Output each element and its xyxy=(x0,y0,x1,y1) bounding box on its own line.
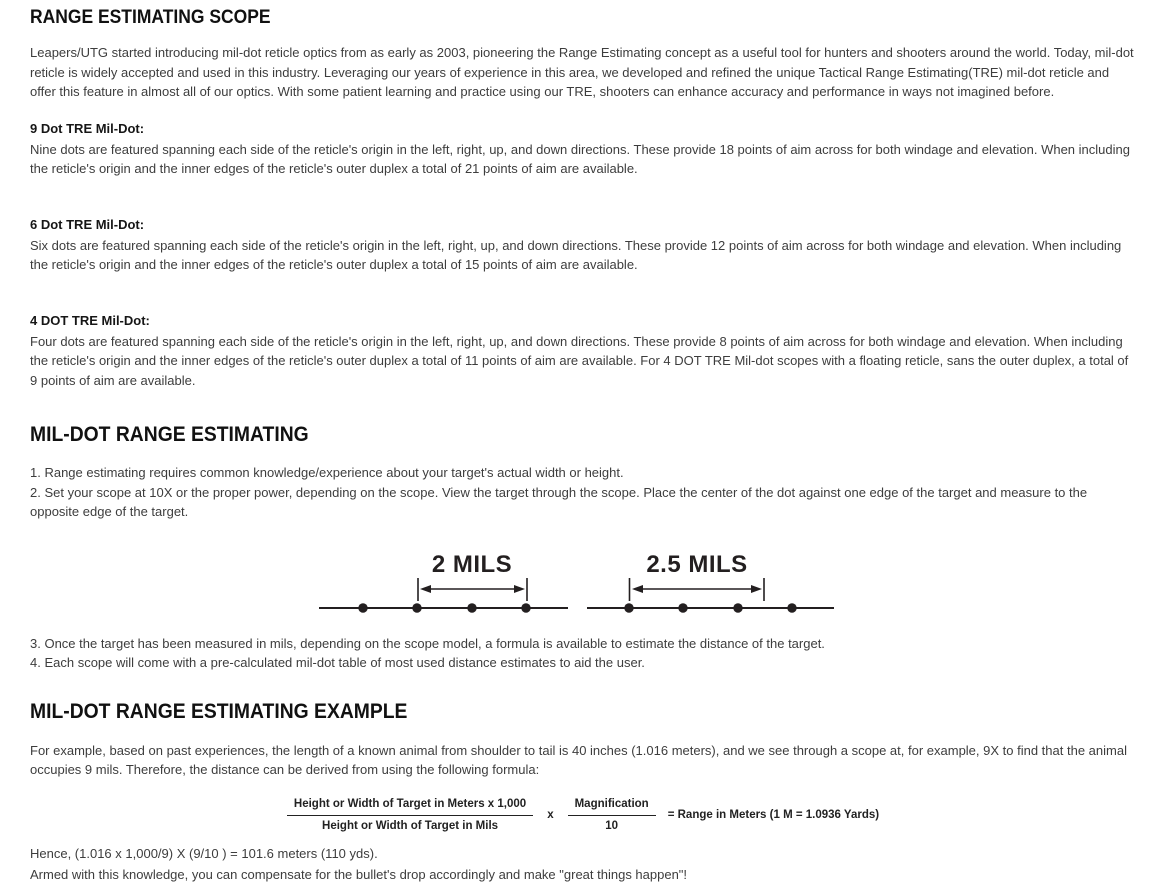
range-estimating-heading: MIL-DOT RANGE ESTIMATING xyxy=(30,423,309,446)
mil-dot xyxy=(467,603,476,612)
arrowhead-left-icon xyxy=(632,585,643,593)
mil-dot xyxy=(733,603,742,612)
formula-fraction-target xyxy=(287,798,533,833)
dot-section-body: Six dots are featured spanning each side of the reticle's origin in the left, right, up, and down directions. These provide 12 points of aim across for both windage and elevation. When including the reticle's origin and the inner edges of the reticle's outer duplex a total of 15 points of aim are available. xyxy=(30,237,1122,272)
step-item: 1. Range estimating requires common knowledge/experience about your target's actual width or height. xyxy=(30,465,624,480)
arrowhead-left-icon xyxy=(420,585,431,593)
mil-scale-2 xyxy=(319,551,568,613)
section-range-estimating xyxy=(30,422,1136,522)
dot-section-6 xyxy=(30,217,1136,275)
note-item: 4. Each scope will come with a pre-calculated mil-dot table of most used distance estimates to aid the user. xyxy=(30,655,645,670)
formula-denominator: 10 xyxy=(605,819,619,832)
formula-result: = Range in Meters (1 M = 1.0936 Yards) xyxy=(667,808,880,821)
mils-label: 2.5 MILS xyxy=(646,550,748,578)
range-formula xyxy=(30,798,1136,833)
section-example xyxy=(30,699,1136,886)
range-estimating-notes xyxy=(30,634,1136,673)
dot-section-heading: 9 Dot TRE Mil-Dot: xyxy=(30,120,145,136)
mil-dot xyxy=(787,603,796,612)
conclusion-line: Hence, (1.016 x 1,000/9) X (9/10 ) = 101.6 meters (110 yds). xyxy=(30,845,378,861)
dot-section-heading: 6 Dot TRE Mil-Dot: xyxy=(30,216,145,232)
arrowhead-right-icon xyxy=(514,585,525,593)
formula-multiply-operator: x xyxy=(547,808,554,821)
mil-dot xyxy=(624,603,633,612)
example-conclusion xyxy=(30,843,1136,886)
mils-label: 2 MILS xyxy=(431,550,513,578)
dot-section-heading: 4 DOT TRE Mil-Dot: xyxy=(30,312,150,328)
range-estimating-steps xyxy=(30,463,1136,522)
formula-numerator: Height or Width of Target in Meters x 1,000 xyxy=(287,798,533,816)
dot-section-body: Four dots are featured spanning each side of the reticle's origin in the left, right, up, and down directions. These provide 8 points of aim across for both windage and elevation. When including the reticle's origin and the inner edges of the reticle's outer duplex a total of 11 points of aim are available. For 4 DOT TRE Mil-dot scopes with a floating reticle, sans the outer duplex, a total of 9 points of aim are available. xyxy=(30,333,1129,388)
formula-denominator: Height or Width of Target in Mils xyxy=(322,819,499,832)
mil-diagram xyxy=(30,545,1136,627)
mil-diagram-svg xyxy=(30,545,1136,627)
example-heading: MIL-DOT RANGE ESTIMATING EXAMPLE xyxy=(30,699,408,723)
mil-dot xyxy=(678,603,687,612)
dot-section-9 xyxy=(30,121,1136,179)
formula-fraction-magnification xyxy=(568,798,656,833)
mil-dot xyxy=(412,603,421,612)
page-title: RANGE ESTIMATING SCOPE xyxy=(30,7,271,28)
dot-section-body: Nine dots are featured spanning each side of the reticle's origin in the left, right, up, and down directions. These provide 18 points of aim across for both windage and elevation. When including the reticle's origin and the inner edges of the reticle's outer duplex a total of 21 points of aim are available. xyxy=(30,141,1130,176)
mil-dot xyxy=(358,603,367,612)
note-item: 3. Once the target has been measured in mils, depending on the scope model, a formula is available to estimate the distance of the target. xyxy=(30,635,825,651)
mil-dot xyxy=(521,603,530,612)
example-paragraph: For example, based on past experiences, the length of a known animal from shoulder to tail is 40 inches (1.016 meters), and we see through a scope at, for example, 9X to find that the animal occupies 9 mils. Therefore, the distance can be derived from using the following formula: xyxy=(30,742,1127,777)
intro-paragraph: Leapers/UTG started introducing mil-dot reticle optics from as early as 2003, pioneering the Range Estimating concept as a useful tool for hunters and shooters around the world. Today, mil-dot reticle is widely accepted and used in this industry. Leveraging our years of experience in this area, we developed and refined the unique Tactical Range Estimating(TRE) mil-dot reticle and offer this feature in almost all of our optics. With some patient learning and practice using our TRE, shooters can enhance accuracy and performance in ways not imagined before. xyxy=(30,45,1134,99)
dot-section-4 xyxy=(30,313,1136,391)
conclusion-line: Armed with this knowledge, you can compensate for the bullet's drop accordingly and make "great things happen"! xyxy=(30,867,688,882)
formula-numerator: Magnification xyxy=(568,798,656,816)
step-item: 2. Set your scope at 10X or the proper power, depending on the scope. View the target through the scope. Place the center of the dot against one edge of the target and measure to the opposite edge of the target. xyxy=(30,484,1088,519)
mil-scale-2-5 xyxy=(587,551,834,613)
arrowhead-right-icon xyxy=(751,585,762,593)
